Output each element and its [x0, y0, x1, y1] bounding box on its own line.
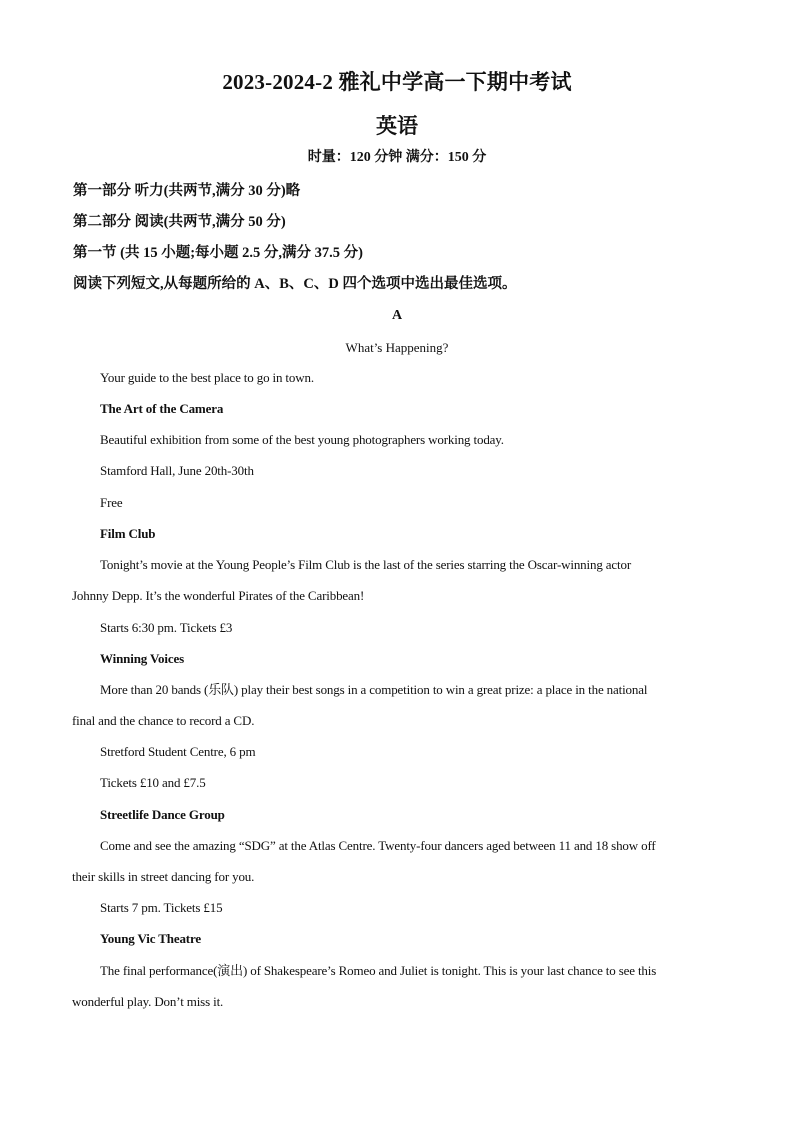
passage-title: What’s Happening? — [345, 340, 449, 355]
event-text: Starts 6:30 pm. Tickets £3 — [100, 620, 233, 635]
passage-intro: Your guide to the best place to go in town. — [100, 370, 314, 385]
event-text: Beautiful exhibition from some of the best young photographers working today. — [100, 432, 504, 447]
event-text: Stretford Student Centre, 6 pm — [100, 744, 256, 759]
passage-letter: A — [391, 308, 403, 323]
event-title: Young Vic Theatre — [100, 931, 201, 946]
event-title: The Art of the Camera — [100, 401, 224, 416]
event-text: Starts 7 pm. Tickets £15 — [100, 900, 223, 915]
event-text: Stamford Hall, June 20th-30th — [100, 463, 254, 478]
event-text: More than 20 bands (乐队) play their best songs in a competition to win a great prize: a place in the national — [100, 682, 648, 697]
event-title: Film Club — [100, 526, 156, 541]
exam-time-info: 时量：120 分钟 满分：150 分 — [307, 150, 487, 165]
section1-heading: 第一节 (共 15 小题;每小题 2.5 分,满分 37.5 分) — [73, 245, 363, 261]
part2-heading: 第二部分 阅读(共两节,满分 50 分) — [73, 214, 286, 230]
event-text: their skills in street dancing for you. — [72, 869, 255, 884]
event-text: final and the chance to record a CD. — [72, 713, 255, 728]
event-text: wonderful play. Don’t miss it. — [72, 994, 224, 1009]
part1-heading: 第一部分 听力(共两节,满分 30 分)略 — [73, 183, 301, 199]
event-title: Streetlife Dance Group — [100, 807, 225, 822]
reading-instruction: 阅读下列短文,从每题所给的 A、B、C、D 四个选项中选出最佳选项。 — [73, 276, 517, 292]
exam-title: 2023-2024-2 雅礼中学高一下期中考试 — [222, 70, 572, 94]
event-text: Come and see the amazing “SDG” at the Atlas Centre. Twenty-four dancers aged between 11 and 18 show off — [100, 838, 656, 853]
event-text: Tonight’s movie at the Young People’s Film Club is the last of the series starring the Oscar-winning actor — [100, 557, 632, 572]
event-title: Winning Voices — [100, 651, 184, 666]
event-text: The final performance(演出) of Shakespeare’s Romeo and Juliet is tonight. This is your last chance to see this — [100, 963, 657, 978]
event-text: Free — [100, 495, 123, 510]
event-text: Johnny Depp. It’s the wonderful Pirates of the Caribbean! — [72, 588, 365, 603]
event-text: Tickets £10 and £7.5 — [100, 775, 206, 790]
exam-subject: 英语 — [376, 114, 418, 138]
